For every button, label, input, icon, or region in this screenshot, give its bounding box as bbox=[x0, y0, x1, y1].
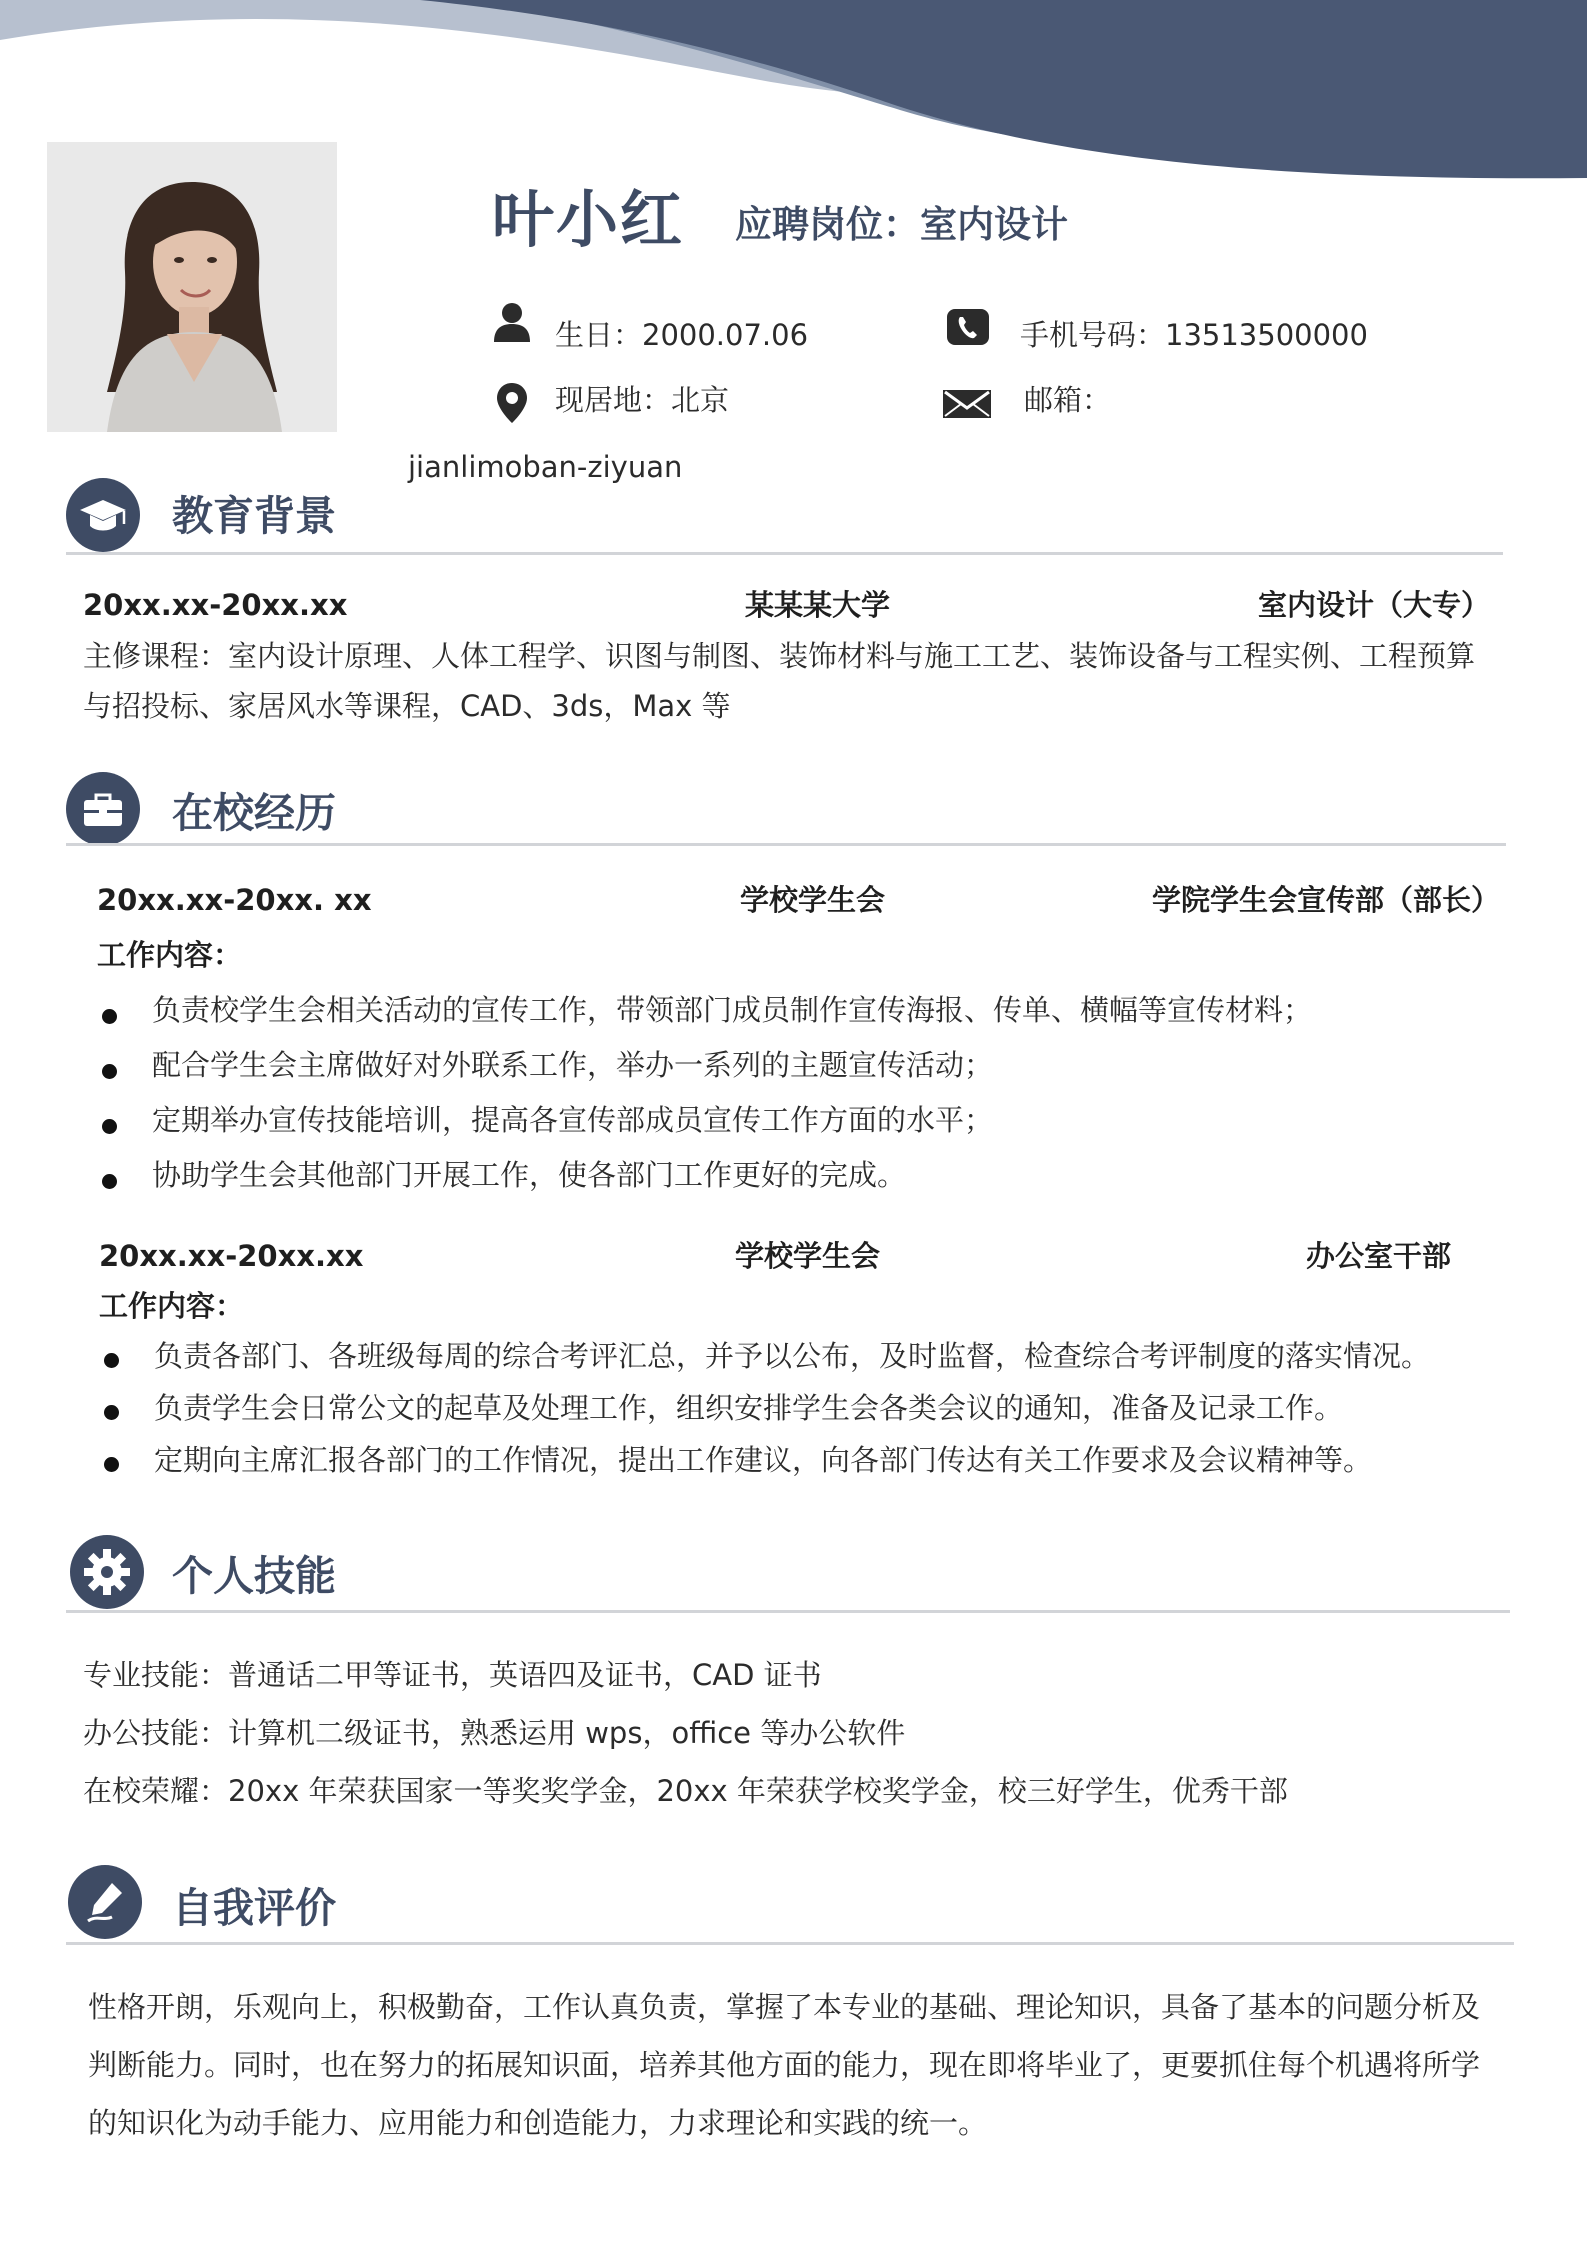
applied-position: 应聘岗位：室内设计 bbox=[735, 203, 1068, 246]
list-item: 定期向主席汇报各部门的工作情况，提出工作建议，向各部门传达有关工作要求及会议精神等。 bbox=[99, 1438, 1430, 1490]
education-title: 教育背景 bbox=[172, 492, 336, 540]
phone-icon bbox=[946, 306, 990, 350]
section-divider bbox=[66, 552, 1503, 555]
education-period: 20xx.xx-20xx.xx bbox=[83, 588, 348, 622]
list-item: 负责学生会日常公文的起草及处理工作，组织安排学生会各类会议的通知，准备及记录工作。 bbox=[99, 1386, 1430, 1438]
section-divider bbox=[66, 843, 1506, 846]
location-icon bbox=[490, 381, 534, 425]
campus-entry-2-period: 20xx.xx-20xx.xx bbox=[99, 1239, 364, 1273]
birthday-text: 生日：2000.07.06 bbox=[555, 318, 809, 352]
skills-honors: 在校荣耀：20xx 年荣获国家一等奖奖学金，20xx 年荣获学校奖学金，校三好学生，优秀干部 bbox=[83, 1774, 1288, 1808]
campus-entry-1-bullets bbox=[97, 988, 1312, 1208]
mail-icon bbox=[942, 382, 992, 426]
list-item: 配合学生会主席做好对外联系工作，举办一系列的主题宣传活动； bbox=[97, 1043, 1312, 1098]
list-item: 负责校学生会相关活动的宣传工作，带领部门成员制作宣传海报、传单、横幅等宣传材料； bbox=[97, 988, 1312, 1043]
education-courses: 主修课程：室内设计原理、人体工程学、识图与制图、装饰材料与施工工艺、装饰设备与工程实例、工程预算与招投标、家居风水等课程，CAD、3ds，Max 等 bbox=[83, 639, 1476, 723]
email-value: jianlimoban-ziyuan bbox=[408, 450, 683, 484]
education-school: 某某某大学 bbox=[745, 588, 891, 622]
list-item: 负责各部门、各班级每周的综合考评汇总，并予以公布，及时监督，检查综合考评制度的落实情况。 bbox=[99, 1334, 1430, 1386]
email-label: 邮箱： bbox=[1024, 383, 1112, 417]
briefcase-icon bbox=[66, 772, 140, 846]
campus-entry-2-org: 学校学生会 bbox=[735, 1239, 881, 1273]
self-evaluation-text: 性格开朗，乐观向上，积极勤奋，工作认真负责，掌握了本专业的基础、理论知识，具备了基本的问题分析及判断能力。同时，也在努力的拓展知识面，培养其他方面的能力，现在即将毕业了，更要抓住每个机遇将所学的知识化为动手能力、应用能力和创造能力，力求理论和实践的统一。 bbox=[88, 1990, 1481, 2140]
skills-office: 办公技能：计算机二级证书，熟悉运用 wps，office 等办公软件 bbox=[83, 1716, 906, 1750]
campus-entry-2-role: 办公室干部 bbox=[1306, 1239, 1452, 1273]
address-text: 现居地：北京 bbox=[555, 383, 730, 417]
campus-entry-1-org: 学校学生会 bbox=[740, 883, 886, 917]
pen-icon bbox=[68, 1865, 142, 1939]
campus-entry-1-role: 学院学生会宣传部（部长） bbox=[1152, 883, 1501, 917]
campus-entry-2-bullets bbox=[99, 1334, 1430, 1490]
person-icon bbox=[490, 300, 534, 344]
section-divider bbox=[66, 1942, 1514, 1945]
campus-title: 在校经历 bbox=[172, 789, 336, 837]
gear-icon bbox=[70, 1535, 144, 1609]
graduation-cap-icon bbox=[66, 478, 140, 552]
phone-text: 手机号码：13513500000 bbox=[1020, 318, 1368, 352]
campus-entry-2-content-label: 工作内容： bbox=[99, 1289, 245, 1323]
skills-title: 个人技能 bbox=[172, 1552, 336, 1600]
skills-professional: 专业技能：普通话二甲等证书，英语四及证书，CAD 证书 bbox=[83, 1658, 822, 1692]
self-evaluation-title: 自我评价 bbox=[172, 1884, 336, 1932]
list-item: 定期举办宣传技能培训，提高各宣传部成员宣传工作方面的水平； bbox=[97, 1098, 1312, 1153]
campus-entry-1-period: 20xx.xx-20xx. xx bbox=[97, 883, 372, 917]
education-major: 室内设计（大专） bbox=[1258, 588, 1491, 622]
list-item: 协助学生会其他部门开展工作，使各部门工作更好的完成。 bbox=[97, 1153, 1312, 1208]
campus-entry-1-content-label: 工作内容： bbox=[97, 938, 243, 972]
section-divider bbox=[66, 1610, 1510, 1613]
profile-photo bbox=[47, 142, 337, 432]
candidate-name: 叶小红 bbox=[492, 183, 685, 256]
